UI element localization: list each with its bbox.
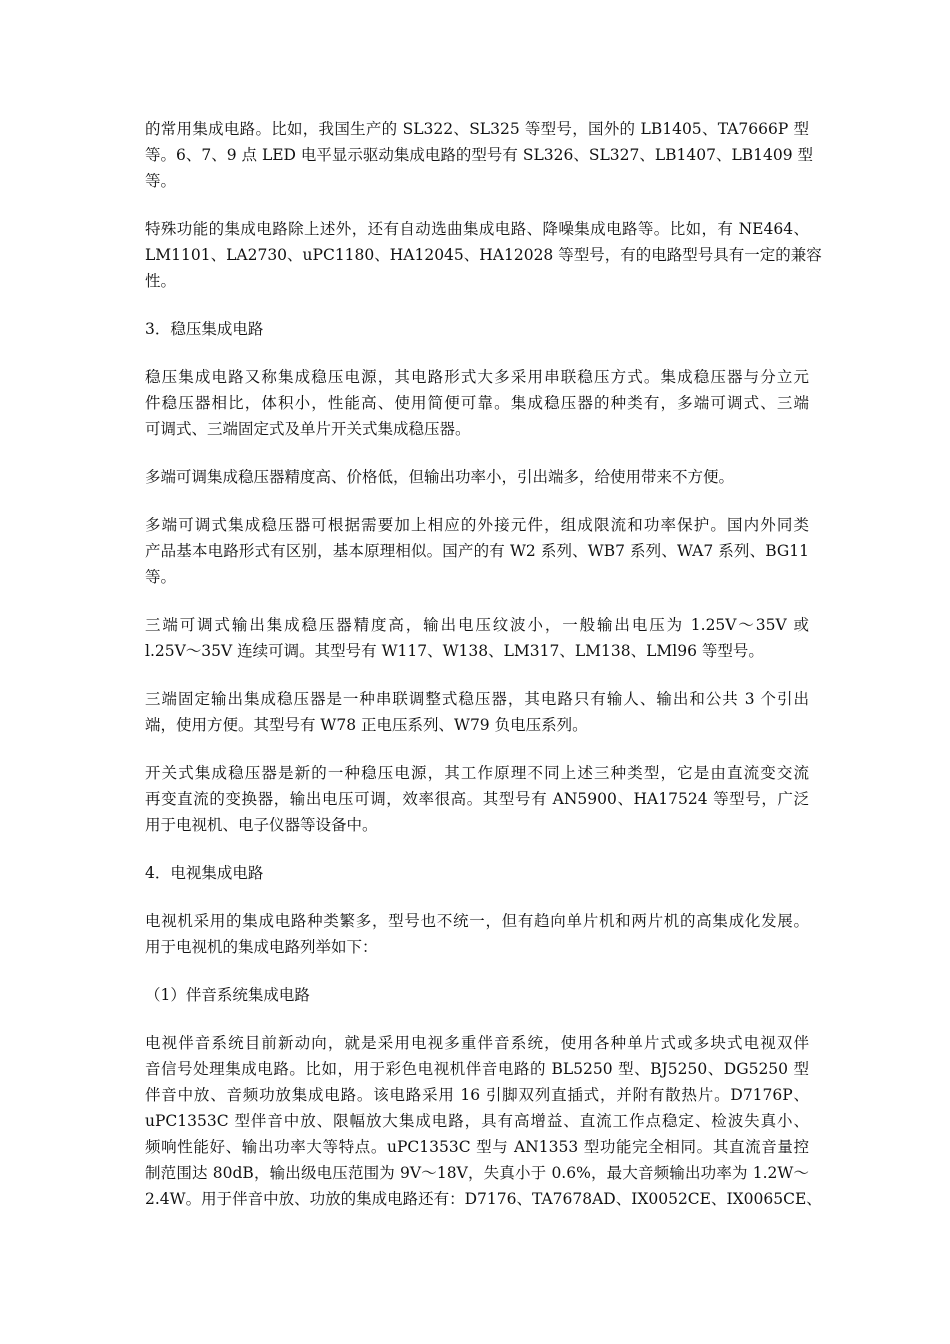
text-line: 的常用集成电路。比如，我国生产的 SL322、SL325 等型号，国外的 LB1405、TA7666P 型 <box>145 120 809 138</box>
text-line: 制范围达 80dB，输出级电压范围为 9V～18V，失真小于 0.6%，最大音频输出功率为 1.2W～ <box>145 1164 809 1182</box>
heading-line: 3．稳压集成电路 <box>145 320 264 338</box>
paragraph-sound-system-ic <box>145 1030 822 1212</box>
text-line: 多端可调集成稳压器精度高、价格低，但输出功率小，引出端多，给使用带来不方便。 <box>145 468 735 486</box>
text-line: 音信号处理集成电路。比如，用于彩色电视机伴音电路的 BL5250 型、BJ5250、DG5250 型 <box>145 1060 809 1078</box>
text-line: 性。 <box>145 272 177 290</box>
paragraph-three-terminal-adjustable <box>145 612 809 664</box>
heading-line: （1）伴音系统集成电路 <box>145 986 310 1004</box>
text-line: 三端可调式输出集成稳压器精度高，输出电压纹波小，一般输出电压为 1.25V～35V 或 <box>145 616 809 634</box>
paragraph-three-terminal-fixed <box>145 686 809 738</box>
paragraph-tv-ic-intro <box>145 908 809 960</box>
paragraph-regulator-intro <box>145 364 809 442</box>
text-line: 再变直流的变换器，输出电压可调，效率很高。其型号有 AN5900、HA17524 等型号，广泛 <box>145 790 809 808</box>
heading-line: 4．电视集成电路 <box>145 864 264 882</box>
paragraph-switching-regulator <box>145 760 809 838</box>
text-line: 伴音中放、音频功放集成电路。该电路采用 16 引脚双列直插式，并附有散热片。D7176P、 <box>145 1086 809 1104</box>
text-line: 电视机采用的集成电路种类繁多，型号也不统一，但有趋向单片机和两片机的高集成化发展。 <box>145 912 809 930</box>
subsection-heading-sound-system <box>145 982 809 1008</box>
text-line: 等。6、7、9 点 LED 电平显示驱动集成电路的型号有 SL326、SL327、LB1407、LB1409 型 <box>145 146 814 164</box>
document-page <box>145 116 822 1234</box>
paragraph-special-function-ic <box>145 216 822 294</box>
text-line: uPC1353C 型伴音中放、限幅放大集成电路，具有高增益、直流工作点稳定、检波失真小、 <box>145 1112 809 1130</box>
text-line: 产品基本电路形式有区别，基本原理相似。国产的有 W2 系列、WB7 系列、WA7 系列、BG11 <box>145 542 809 560</box>
text-line: 多端可调式集成稳压器可根据需要加上相应的外接元件，组成限流和功率保护。国内外同类 <box>145 516 809 534</box>
text-line: 电视伴音系统目前新动向，就是采用电视多重伴音系统，使用各种单片式或多块式电视双伴 <box>145 1034 809 1052</box>
text-line: 件稳压器相比，体积小，性能高、使用简便可靠。集成稳压器的种类有，多端可调式、三端 <box>145 394 809 412</box>
text-line: 三端固定输出集成稳压器是一种串联调整式稳压器，其电路只有输人、输出和公共 3 个引出 <box>145 690 809 708</box>
text-line: 用于电视机的集成电路列举如下： <box>145 938 378 956</box>
paragraph-audio-ic-models <box>145 116 814 194</box>
paragraph-multi-terminal-adjustable <box>145 512 809 590</box>
text-line: 频响性能好、输出功率大等特点。uPC1353C 型与 AN1353 型功能完全相同。其直流音量控 <box>145 1138 809 1156</box>
text-line: 端，使用方便。其型号有 W78 正电压系列、W79 负电压系列。 <box>145 716 588 734</box>
paragraph-multi-terminal-regulator <box>145 464 809 490</box>
section-heading-tv-ic <box>145 860 809 886</box>
text-line: 2.4W。用于伴音中放、功放的集成电路还有：D7176、TA7678AD、IX0052CE、IX0065CE、 <box>145 1190 822 1208</box>
text-line: 等。 <box>145 172 177 190</box>
text-line: LM1101、LA2730、uPC1180、HA12045、HA12028 等型号，有的电路型号具有一定的兼容 <box>145 246 822 264</box>
text-line: 等。 <box>145 568 177 586</box>
section-heading-voltage-regulator <box>145 316 809 342</box>
text-line: 用于电视机、电子仪器等设备中。 <box>145 816 378 834</box>
text-line: 稳压集成电路又称集成稳压电源，其电路形式大多采用串联稳压方式。集成稳压器与分立元 <box>145 368 809 386</box>
text-line: l.25V～35V 连续可调。其型号有 W117、W138、LM317、LM138、LMl96 等型号。 <box>145 642 764 660</box>
text-line: 可调式、三端固定式及单片开关式集成稳压器。 <box>145 420 471 438</box>
text-line: 特殊功能的集成电路除上述外，还有自动选曲集成电路、降噪集成电路等。比如，有 NE464、 <box>145 220 809 238</box>
text-line: 开关式集成稳压器是新的一种稳压电源，其工作原理不同上述三种类型，它是由直流变交流 <box>145 764 809 782</box>
